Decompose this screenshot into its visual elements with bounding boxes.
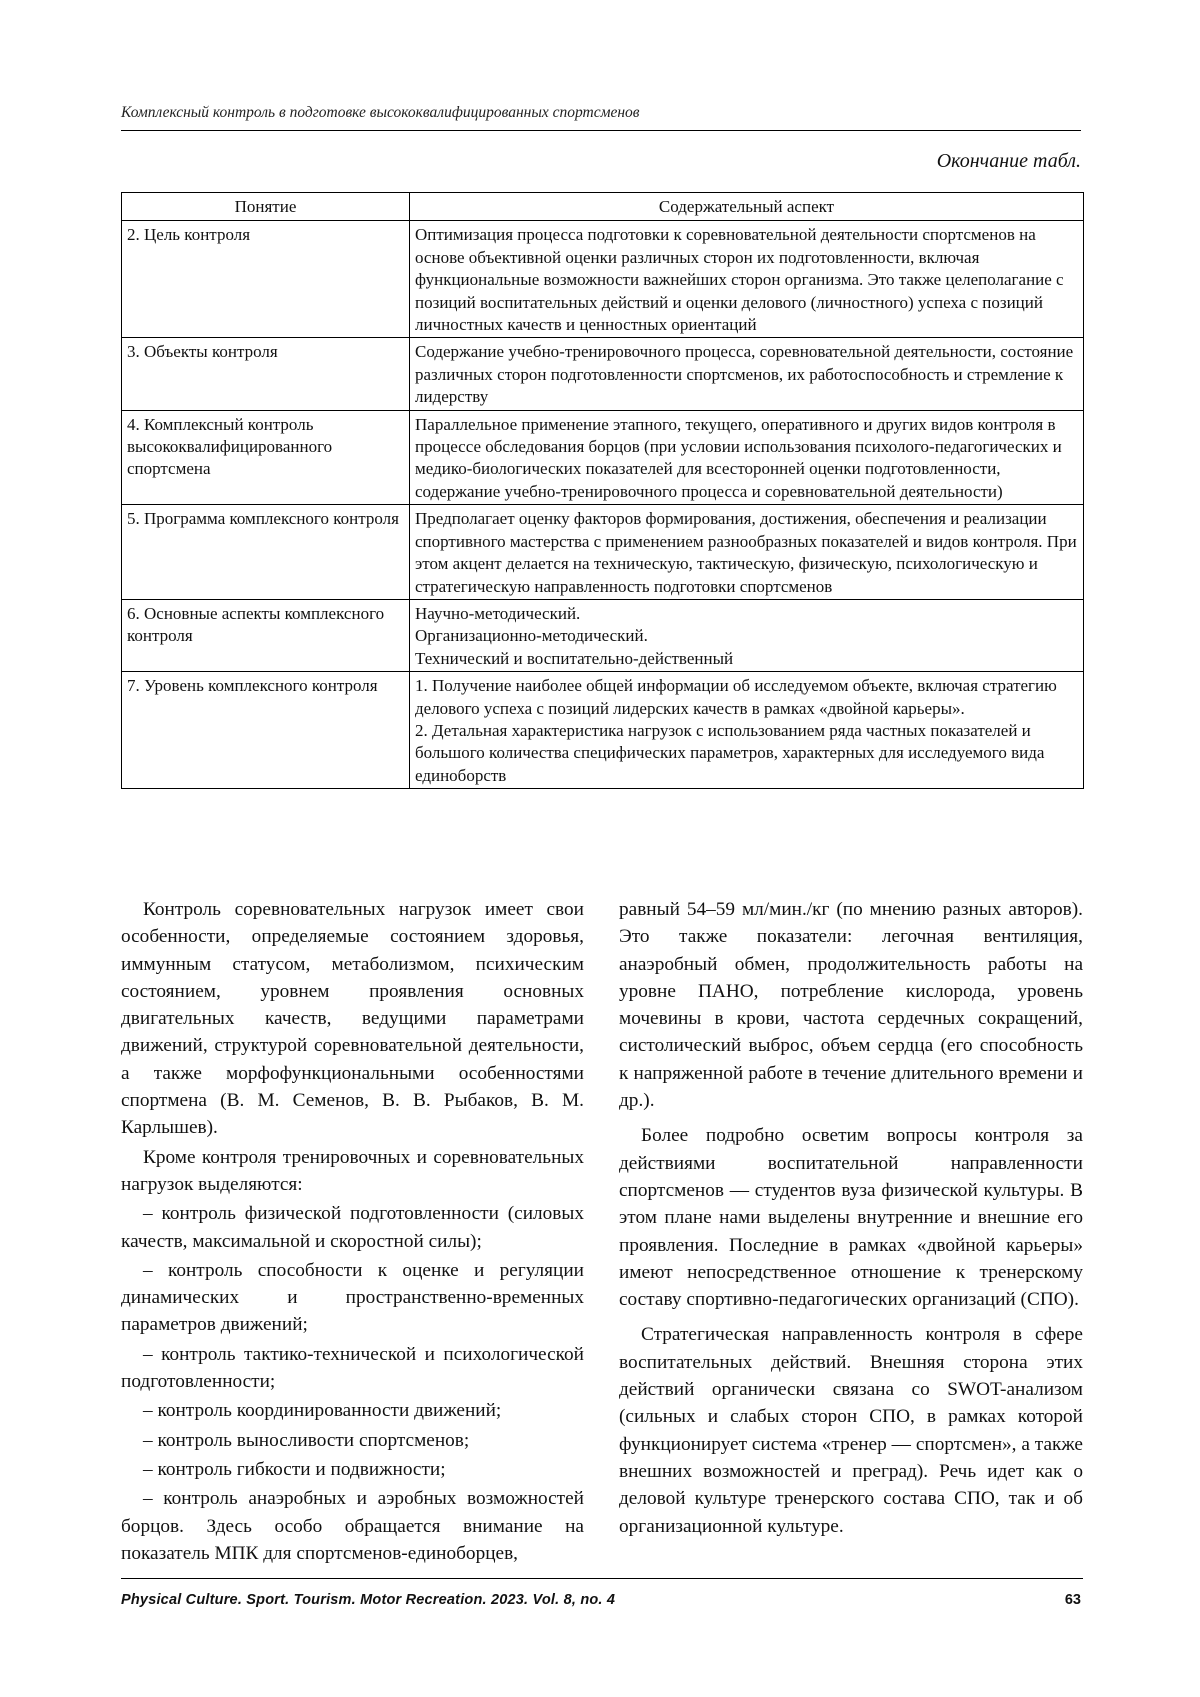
concept-cell: 4. Комплексный контроль высококвалифицированного спортсмена — [122, 410, 410, 505]
aspect-cell — [410, 672, 1084, 789]
column-header-aspect: Содержательный аспект — [410, 193, 1084, 221]
aspect-line: 1. Получение наиболее общей информации об исследуемом объекте, включая стратегию делового успеха с позиций лидерских качеств в рамках «двойной карьеры». — [415, 676, 1057, 718]
aspect-line: 2. Детальная характеристика нагрузок с использованием ряда частных показателей и большого количества специфических параметров, характерных для исследуемого вида единоборств — [415, 720, 1045, 785]
list-item: – контроль способности к оценке и регуляции динамических и пространственно-временных параметров движений; — [121, 1259, 584, 1336]
journal-citation: Physical Culture. Sport. Tourism. Motor Recreation. 2023. Vol. 8, no. 4 — [121, 1592, 616, 1608]
list-item: – контроль тактико-технической и психологической подготовленности; — [121, 1343, 584, 1393]
aspect-cell: Содержание учебно-тренировочного процесса, соревновательной деятельности, состояние различных сторон подготовленности спортсменов, их работоспособность и стремление к лидерству — [410, 338, 1084, 410]
header-rule — [121, 130, 1081, 131]
table-row — [122, 221, 1084, 338]
left-column — [121, 896, 584, 1569]
concept-cell: 5. Программа комплексного контроля — [122, 505, 410, 600]
table-caption: Окончание табл. — [936, 150, 1081, 172]
table-row — [122, 672, 1084, 789]
aspect-cell — [410, 599, 1084, 671]
paragraph: Кроме контроля тренировочных и соревновательных нагрузок выделяются: — [121, 1146, 584, 1195]
aspect-line: Научно-методический. — [415, 603, 581, 623]
running-head: Комплексный контроль в подготовке высококвалифицированных спортсменов — [121, 104, 640, 121]
list-item: – контроль анаэробных и аэробных возможностей борцов. Здесь особо обращается внимание на показатель МПК для спортсменов-единоборцев, — [121, 1488, 584, 1564]
aspect-cell: Предполагает оценку факторов формирования, достижения, обеспечения и реализации спортивного мастерства с применением разнообразных показателей и видов контроля. При этом акцент делается на техническую, тактическую, физическую, психологическую и стратегическую направленность подготовки спортсменов — [410, 505, 1084, 600]
paragraph: равный 54–59 мл/мин./кг (по мнению разных авторов). Это также показатели: легочная вентиляция, анаэробный обмен, продолжительность работы на уровне ПАНО, потребление кислорода, уровень мочевины в крови, частота сердечных сокращений, систолический выброс, объем сердца (его способность к напряженной работе в течение длительного времени и др.). — [619, 899, 1083, 1112]
paragraph: Более подробно осветим вопросы контроля за действиями воспитательной направленности спортсменов — студентов вуза физической культуры. В этом плане нами выделены внутренние и внешние его проявления. Последние в рамках «двойной карьеры» имеют непосредственное отношение к тренерскому составу спортивно-педагогических организаций (СПО). — [619, 1125, 1083, 1311]
paragraph: Стратегическая направленность контроля в сфере воспитательных действий. Внешняя сторона этих действий органически связана со SWOT-анализом (сильных и слабых сторон СПО, в рамках которой функционирует система «тренер — спортсмен», а также внешних возможностей и преград). Речь идет как о деловой культуре тренерского состава СПО, так и об организационной культуре. — [619, 1324, 1083, 1537]
table-header-row — [122, 193, 1084, 221]
list-item: – контроль выносливости спортсменов; — [143, 1429, 470, 1451]
page-number: 63 — [1064, 1592, 1081, 1608]
table-row — [122, 599, 1084, 671]
aspect-line: Организационно-методический. — [415, 626, 648, 646]
list-item: – контроль физической подготовленности (силовых качеств, максимальной и скоростной силы); — [121, 1203, 584, 1252]
concept-cell: 7. Уровень комплексного контроля — [122, 672, 410, 789]
footer-rule — [121, 1578, 1083, 1579]
right-column — [619, 896, 1083, 1542]
paragraph: Контроль соревновательных нагрузок имеет свои особенности, определяемые состоянием здоровья, иммунным статусом, метаболизмом, психическим состоянием, уровнем проявления основных двигательных качеств, ведущими параметрами движений, структурой соревновательной деятельности, а также морфофункциональными особенностями спортмена (В. М. Семенов, В. В. Рыбаков, В. М. Карлышев). — [121, 899, 584, 1139]
list-item: – контроль гибкости и подвижности; — [143, 1458, 446, 1480]
list-item: – контроль координированности движений; — [143, 1400, 502, 1422]
concepts-table — [121, 192, 1084, 789]
concept-cell: 6. Основные аспекты комплексного контроля — [122, 599, 410, 671]
column-header-concept: Понятие — [122, 193, 410, 221]
concept-cell: 2. Цель контроля — [122, 221, 410, 338]
aspect-cell: Оптимизация процесса подготовки к соревновательной деятельности спортсменов на основе объективной оценки различных сторон их подготовленности, включая функциональные возможности важнейших сторон организма. Это также целеполагание с позиций воспитательных действий и оценки делового (личностного) успеха с позиций личностных качеств и ценностных ориентаций — [410, 221, 1084, 338]
concept-cell: 3. Объекты контроля — [122, 338, 410, 410]
aspect-cell: Параллельное применение этапного, текущего, оперативного и других видов контроля в процессе обследования борцов (при условии использования психолого-педагогических и медико-биологических показателей для всесторонней оценки подготовленности, содержание учебно-тренировочного процесса и соревновательной деятельности) — [410, 410, 1084, 505]
table-row — [122, 410, 1084, 505]
aspect-line: Технический и воспитательно-действенный — [415, 648, 734, 668]
table-row — [122, 505, 1084, 600]
table-row — [122, 338, 1084, 410]
